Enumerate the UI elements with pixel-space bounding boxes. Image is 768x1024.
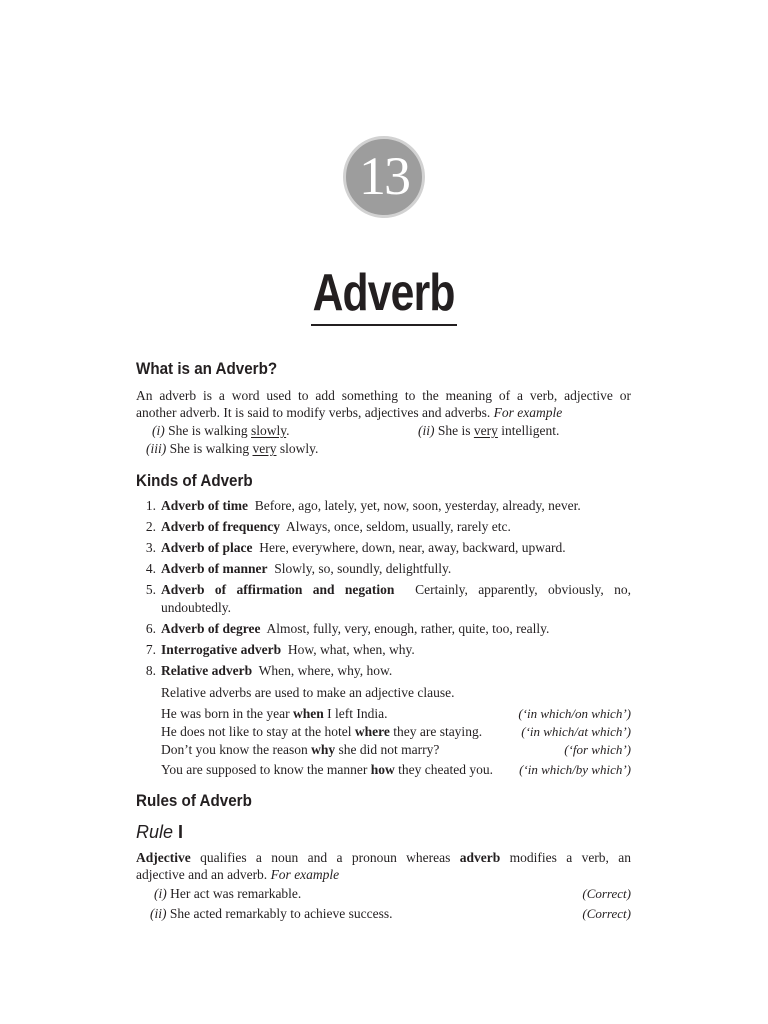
kind-term: Adverb of frequency (161, 519, 280, 534)
sentence-text: they cheated you. (398, 762, 493, 777)
correctness-note: (Correct) (582, 906, 631, 921)
kind-examples: Almost, fully, very, enough, rather, quite, too, really. (266, 621, 550, 636)
list-item (161, 539, 631, 557)
rule-text: modifies a verb, an (509, 850, 632, 865)
rule-word: Rule (136, 822, 174, 842)
sentence-text: You are supposed to know the manner (161, 762, 368, 777)
chapter-number: 13 (359, 146, 409, 206)
example-text: She is (437, 423, 471, 438)
kind-examples: Certainly, apparently, obviously, no, undoubtedly. (161, 582, 631, 615)
rule-label (136, 822, 183, 843)
for-example-label: For example (493, 405, 563, 420)
kind-term: Relative adverb (161, 663, 253, 678)
example-underlined-word: slowly (251, 423, 287, 438)
list-number: 5. (145, 582, 156, 597)
sentence-text: I left India. (327, 706, 388, 721)
relative-word: why (311, 742, 336, 757)
chapter-number-badge (343, 136, 425, 218)
list-item (161, 497, 631, 515)
sentence-text: she did not marry? (338, 742, 440, 757)
for-example-label: For example (270, 867, 340, 882)
example-iii (146, 440, 318, 457)
kind-term: Adverb of time (161, 498, 248, 513)
list-item (161, 581, 631, 617)
rule-text: qualifies a noun and a pronoun whereas (200, 850, 451, 865)
list-number: 2. (145, 519, 156, 534)
example-underlined-word: very (473, 423, 498, 438)
relative-word: where (354, 724, 390, 739)
rule-number: I (178, 822, 184, 842)
relative-example (161, 741, 439, 758)
list-number: 3. (145, 540, 156, 555)
relative-intro: Relative adverbs are used to make an adjective clause. (161, 685, 455, 700)
relative-note: (‘in which/on which’) (518, 706, 631, 721)
relative-note: (‘in which/at which’) (521, 724, 631, 739)
relative-example (161, 705, 387, 722)
example-text: Her act was remarkable. (170, 886, 302, 901)
list-item (161, 620, 631, 638)
list-number: 7. (145, 642, 156, 657)
kind-examples: Here, everywhere, down, near, away, backward, upward. (259, 540, 566, 555)
sentence-text: they are staying. (393, 724, 483, 739)
kind-term: Adverb of affirmation and negation (161, 582, 395, 597)
heading-rules-of-adverb: Rules of Adverb (136, 792, 252, 810)
example-text: She is walking (169, 441, 250, 456)
correctness-note: (Correct) (582, 886, 631, 901)
relative-example (161, 723, 482, 740)
list-item (161, 662, 631, 680)
bold-term: adverb (459, 850, 501, 865)
kind-term: Adverb of place (161, 540, 253, 555)
example-text: intelligent. (501, 423, 560, 438)
relative-note: (‘in which/by which’) (519, 762, 631, 777)
example-i (152, 422, 290, 439)
rule-example (150, 905, 393, 922)
kind-examples: Before, ago, lately, yet, now, soon, yesterday, already, never. (254, 498, 581, 513)
list-number: 6. (145, 621, 156, 636)
rule-text: adjective and an adverb. (136, 867, 268, 882)
example-label: (ii) (150, 906, 167, 921)
title-underline (311, 324, 457, 326)
example-label: (i) (154, 886, 167, 901)
rule-example (154, 885, 301, 902)
kind-examples: When, where, why, how. (258, 663, 393, 678)
list-item (161, 518, 631, 536)
relative-word: how (370, 762, 395, 777)
example-label: (ii) (418, 423, 435, 438)
sentence-text: He was born in the year (161, 706, 290, 721)
definition-line-2 (136, 404, 562, 421)
example-ii (418, 422, 559, 439)
example-label: (i) (152, 423, 165, 438)
kind-examples: Slowly, so, soundly, delightfully. (274, 561, 452, 576)
relative-word: when (292, 706, 324, 721)
example-label: (iii) (146, 441, 167, 456)
list-number: 8. (145, 663, 156, 678)
kind-examples: How, what, when, why. (287, 642, 415, 657)
chapter-title: Adverb (313, 264, 455, 322)
rule-text-line-1 (136, 849, 631, 866)
sentence-text: Don’t you know the reason (161, 742, 308, 757)
sentence-text: He does not like to stay at the hotel (161, 724, 352, 739)
definition-line-1: An adverb is a word used to add something to the meaning of a verb, adjective or (136, 388, 631, 403)
kind-term: Adverb of degree (161, 621, 261, 636)
kind-examples: Always, once, seldom, usually, rarely etc. (286, 519, 511, 534)
kind-term: Interrogative adverb (161, 642, 282, 657)
example-text: She is walking (168, 423, 248, 438)
list-item (161, 560, 631, 578)
rule-text-line-2 (136, 866, 339, 883)
bold-term: Adjective (136, 850, 191, 865)
relative-note: (‘for which’) (564, 742, 631, 757)
kind-term: Adverb of manner (161, 561, 268, 576)
relative-example (161, 761, 493, 778)
heading-kinds-of-adverb: Kinds of Adverb (136, 472, 253, 490)
heading-what-is-adverb: What is an Adverb? (136, 360, 278, 378)
example-text: She acted remarkably to achieve success. (169, 906, 393, 921)
list-number: 4. (145, 561, 156, 576)
example-text: . (286, 423, 290, 438)
page-title (0, 264, 768, 322)
example-underlined-word: very (252, 441, 277, 456)
example-text: slowly. (279, 441, 319, 456)
list-item (161, 641, 631, 659)
list-number: 1. (145, 498, 156, 513)
definition-text: another adverb. It is said to modify verbs, adjectives and adverbs. (136, 405, 491, 420)
